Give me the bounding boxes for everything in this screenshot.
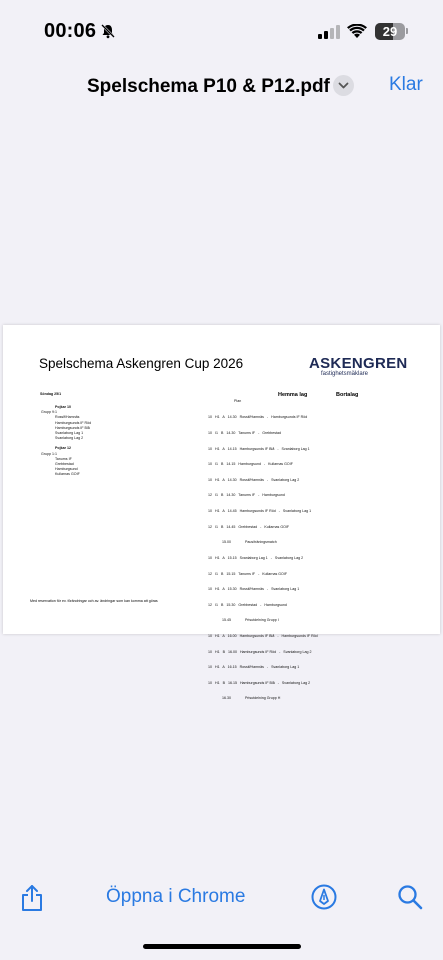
schedule-row: 15.00 Paus/träningsmatch — [208, 540, 277, 545]
markup-pen-icon[interactable] — [311, 884, 337, 910]
schedule-row: 10 H1 A 14.15 Hamburgsunds IF Blå - Svanlaborg Lag 1 — [208, 446, 310, 451]
cellular-signal-icon — [318, 25, 340, 39]
schedule-row: 10 H1 B 16.15 Hamburgsunds IF Blå - Svanlaborg Lag 2 — [208, 680, 311, 685]
battery-level: 29 — [382, 24, 398, 39]
header-plan: Plan — [234, 399, 242, 403]
group-line: Hamburgsund — [55, 467, 78, 472]
done-button[interactable]: Klar — [389, 74, 423, 95]
schedule-row: 10 I1 B 14.15 Hamburgsund - Kullarnas GOIF — [208, 462, 293, 467]
schedule-date: Söndag 25/1 — [40, 392, 62, 396]
open-in-chrome-button[interactable]: Öppna i Chrome — [106, 886, 246, 907]
schedule-row: 10 H1 B 16.00 Hamburgsunds IF Röd - Svanlaborg Lag 2 — [208, 649, 312, 654]
logo-subtitle: fastighetsmäklare — [321, 371, 369, 377]
group-line: Kullarnas GOIF — [55, 472, 80, 477]
wifi-icon — [347, 24, 367, 39]
footnote: Med reservation för ev. förändringar och av. ändringar som kan komma att göras — [30, 599, 158, 603]
group-line: Pojkar 10 — [55, 405, 71, 409]
status-bar — [0, 0, 443, 62]
schedule-row: 12 I1 B 15.30 Grebbestad - Hamburgsund — [208, 602, 287, 607]
silent-bell-icon — [100, 23, 116, 39]
schedule-row: 10 H1 A 15.30 Rossif/Hamnäs - Svanlaborg Lag 1 — [208, 587, 300, 592]
group-line: Svanlaborg Lag 2 — [55, 436, 84, 441]
schedule-row: 10 H1 A 14.30 Rossif/Hamnäs - Hamburgsunds IF Röd — [208, 415, 308, 420]
logo-word: ASKENGREN — [309, 355, 408, 372]
askengren-logo — [309, 353, 409, 381]
match-schedule — [208, 405, 318, 712]
schedule-row: 12 I1 B 14.45 Grebbestad - Kullarnas GOIF — [208, 524, 290, 529]
header-home-team: Hemma lag — [278, 392, 308, 398]
header-away-team: Bortalag — [336, 392, 359, 398]
share-icon[interactable] — [20, 884, 44, 912]
schedule-row: 10 H1 A 14.45 Hamburgsunds IF Röd - Svanlaborg Lag 1 — [208, 509, 312, 514]
group-line: Grebbestad — [55, 462, 74, 467]
chevron-down-icon — [333, 75, 354, 96]
home-indicator[interactable] — [143, 944, 301, 949]
schedule-row: 10 H1 A 16.00 Hamburgsunds IF Blå - Hamburgsunds IF Röd — [208, 633, 318, 638]
schedule-row: 10 H1 A 14.30 Rossif/Hamnäs - Svanlaborg Lag 2 — [208, 477, 300, 482]
group-line: Rosslf/Hamnäs — [55, 415, 80, 420]
group-line: Hamburgsunds IF Blå — [55, 425, 90, 430]
schedule-row: 10 H1 A 15.15 Svanlaborg Lag 1 - Svanlaborg Lag 2 — [208, 555, 304, 560]
navigation-bar — [0, 64, 443, 108]
group-line: Tanums IF — [55, 456, 72, 461]
document-title[interactable]: Spelschema P10 & P12.pdf — [87, 76, 330, 97]
group-line: Grupp 9:1 — [41, 410, 57, 415]
group-line: Pojkar 12 — [55, 446, 71, 451]
schedule-row: 10 H1 A 16.15 Rossif/Hamnäs - Svanlaborg Lag 1 — [208, 665, 300, 670]
group-list — [41, 405, 91, 478]
schedule-row: 15.45 Prisutdelning Grupp I — [208, 618, 279, 623]
pdf-page[interactable] — [3, 325, 440, 701]
battery-nub — [406, 28, 408, 34]
clock: 00:06 — [44, 20, 97, 42]
title-menu-button[interactable] — [333, 75, 354, 96]
schedule-row: 10 I1 B 14.30 Tanums IF - Grebbestad — [208, 431, 282, 436]
schedule-row: 16.30 Prisutdelning Grupp H — [208, 696, 281, 701]
schedule-title: Spelschema Askengren Cup 2026 — [39, 356, 244, 371]
schedule-row: 12 I1 B 15.15 Tanums IF - Kullarnas GOIF — [208, 571, 288, 576]
search-icon[interactable] — [397, 884, 423, 910]
group-line: Svanlaborg Lag 1 — [55, 431, 84, 436]
group-line: Grupp 1:1 — [41, 451, 57, 456]
group-line: Hamburgsunds IF Röd — [55, 420, 92, 425]
battery-icon — [375, 23, 405, 40]
schedule-row: 12 I1 B 14.30 Tanums IF - Hamburgsund — [208, 493, 285, 498]
